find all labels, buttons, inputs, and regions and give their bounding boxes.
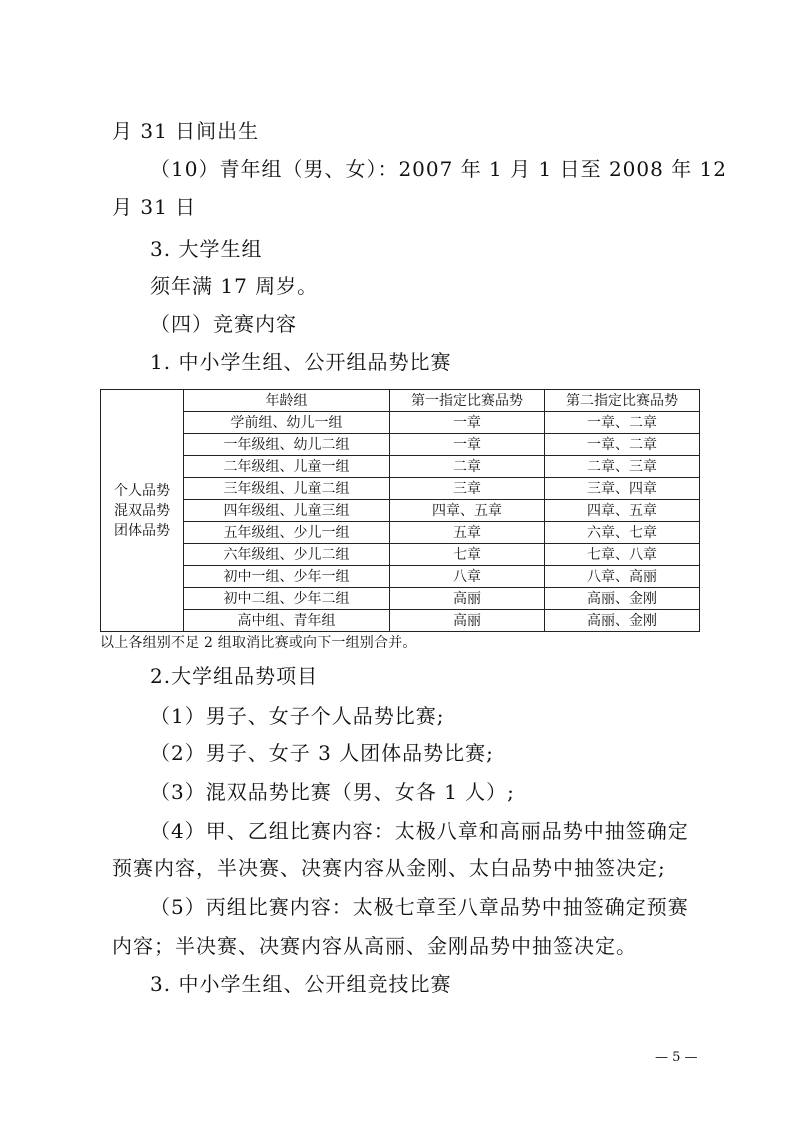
paragraph-line: 预赛内容，半决赛、决赛内容从金刚、太白品势中抽签决定; [112,856,666,880]
section-heading: 1. 中小学生组、公开组品势比赛 [150,350,452,374]
table-row [101,412,700,434]
table-cell: 高中组、青年组 [184,610,390,632]
table-cell: 初中一组、少年一组 [184,566,390,588]
table-row [101,500,700,522]
table-cell: 高丽、金刚 [545,610,700,632]
section-heading: 3. 大学生组 [150,237,263,261]
table-cell: 学前组、幼儿一组 [184,412,390,434]
table-cell: 高丽、金刚 [545,588,700,610]
table-cell: 五章 [390,522,545,544]
table-cell: 初中二组、少年二组 [184,588,390,610]
table-row [101,544,700,566]
section-heading: （四）竞赛内容 [150,312,297,336]
table-cell: 五年级组、少儿一组 [184,522,390,544]
group-label: 混双品势 [114,502,170,519]
table-cell: 七章、八章 [545,544,700,566]
table-cell: 四年级组、儿童三组 [184,500,390,522]
section-heading: 3. 中小学生组、公开组竞技比赛 [150,972,452,996]
table-row [101,478,700,500]
section-heading: 2.大学组品势项目 [150,664,319,688]
table-cell: 四章、五章 [545,500,700,522]
table-cell: 八章 [390,566,545,588]
table-cell: 二章 [390,456,545,478]
poomsae-table [100,389,700,632]
table-row [101,456,700,478]
table-row [101,434,700,456]
table-cell: 六章、七章 [545,522,700,544]
paragraph-line: （5）丙组比赛内容：太极七章至八章品势中抽签确定预赛 [150,895,689,919]
table-cell: 四章、五章 [390,500,545,522]
table-cell: 八章、高丽 [545,566,700,588]
table-cell: 三章、四章 [545,478,700,500]
table-cell: 三章 [390,478,545,500]
table-cell: 高丽 [390,588,545,610]
column-header: 年龄组 [184,390,390,412]
table-row [101,588,700,610]
paragraph-line: 内容；半决赛、决赛内容从高丽、金刚品势中抽签决定。 [112,934,637,958]
page-number: — 5 — [655,1050,698,1065]
table-cell: 六年级组、少儿二组 [184,544,390,566]
group-label: 团体品势 [114,522,170,539]
paragraph-line: （10）青年组（男、女）：2007 年 1 月 1 日至 2008 年 12 [150,157,728,181]
table-cell: 一年级组、幼儿二组 [184,434,390,456]
table-row [101,566,700,588]
group-label: 个人品势 [114,482,170,499]
paragraph-line: （1）男子、女子个人品势比赛; [150,704,445,728]
table-cell: 二章、三章 [545,456,700,478]
table-row [101,522,700,544]
table-cell: 一章、二章 [545,412,700,434]
column-header: 第一指定比赛品势 [390,390,545,412]
table-cell: 二年级组、儿童一组 [184,456,390,478]
table-cell: 一章 [390,434,545,456]
paragraph-line: 月 31 日 [112,195,197,219]
table-cell: 七章 [390,544,545,566]
table-header-row [101,390,700,412]
table-cell: 高丽 [390,610,545,632]
paragraph-line: （3）混双品势比赛（男、女各 1 人）; [150,780,515,804]
table-cell: 三年级组、儿童二组 [184,478,390,500]
paragraph-line: （4）甲、乙组比赛内容：太极八章和高丽品势中抽签确定 [150,819,689,843]
table-cell: 一章 [390,412,545,434]
table-row [101,610,700,632]
paragraph-line: 月 31 日间出生 [112,119,260,143]
table-cell: 一章、二章 [545,434,700,456]
paragraph-line: 须年满 17 周岁。 [150,274,319,298]
column-header: 第二指定比赛品势 [545,390,700,412]
table-note: 以上各组别不足 2 组取消比赛或向下一组别合并。 [100,635,417,651]
event-group-cell [101,390,184,632]
paragraph-line: （2）男子、女子 3 人团体品势比赛; [150,741,494,765]
